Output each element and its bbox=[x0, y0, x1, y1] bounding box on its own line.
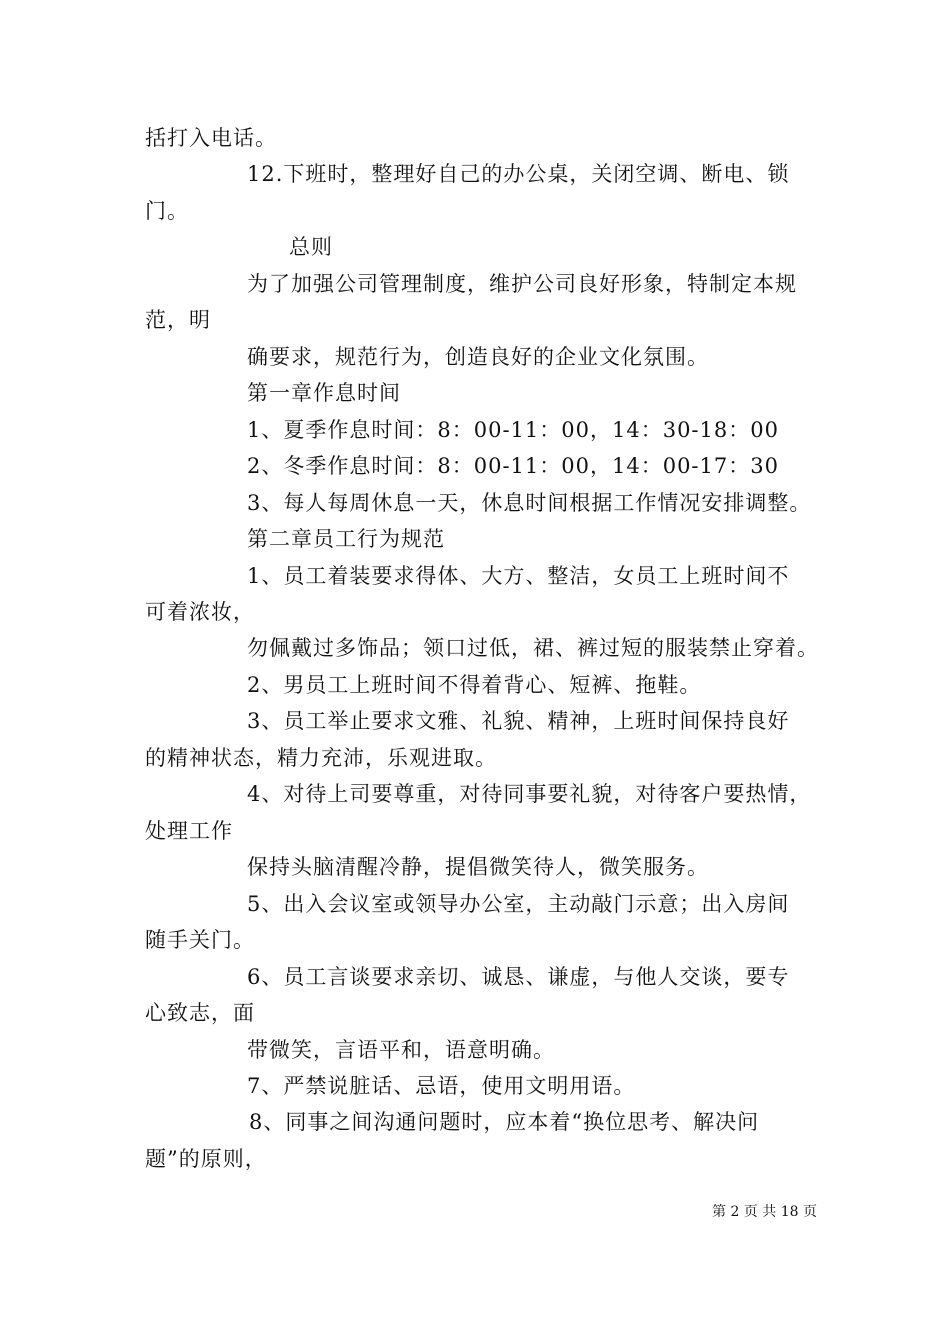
text-line: 随手关门。 bbox=[145, 928, 255, 952]
text-line: 12.下班时，整理好自己的办公桌，关闭空调、断电、锁 bbox=[247, 162, 790, 186]
text-line: 的精神状态，精力充沛，乐观进取。 bbox=[145, 746, 497, 770]
text-line: 6、员工言谈要求亲切、诚恳、谦虚，与他人交谈，要专 bbox=[247, 965, 790, 989]
text-line: 3、每人每周休息一天，休息时间根据工作情况安排调整。 bbox=[247, 491, 812, 515]
text-line: 2、冬季作息时间：8：00-11：00，14：00-17：30 bbox=[247, 454, 779, 478]
chapter-heading: 第二章员工行为规范 bbox=[247, 527, 445, 551]
text-line: 为了加强公司管理制度，维护公司良好形象，特制定本规 bbox=[247, 272, 797, 296]
text-line: 5、出入会议室或领导办公室，主动敲门示意；出入房间 bbox=[247, 892, 790, 916]
text-line: 4、对待上司要尊重，对待同事要礼貌，对待客户要热情， bbox=[247, 782, 812, 806]
section-heading: 总则 bbox=[289, 235, 333, 259]
text-line: 保持头脑清醒冷静，提倡微笑待人，微笑服务。 bbox=[247, 855, 709, 879]
text-line: 门。 bbox=[145, 199, 189, 223]
text-line: 3、员工举止要求文雅、礼貌、精神，上班时间保持良好 bbox=[247, 709, 790, 733]
text-line: 处理工作 bbox=[145, 819, 233, 843]
text-line: 7、严禁说脏话、忌语，使用文明用语。 bbox=[247, 1074, 636, 1098]
page-number: 第 2 页 共 18 页 bbox=[712, 1204, 817, 1220]
text-line: 1、夏季作息时间：8：00-11：00，14：30-18：00 bbox=[247, 418, 779, 442]
text-line: 确要求，规范行为，创造良好的企业文化氛围。 bbox=[247, 345, 709, 369]
text-line: 1、员工着装要求得体、大方、整洁，女员工上班时间不 bbox=[247, 564, 790, 588]
text-line: 勿佩戴过多饰品；领口过低，裙、裤过短的服装禁止穿着。 bbox=[247, 636, 819, 660]
chapter-heading: 第一章作息时间 bbox=[247, 381, 401, 405]
text-line: 2、男员工上班时间不得着背心、短裤、拖鞋。 bbox=[247, 673, 702, 697]
text-line: 心致志，面 bbox=[145, 1001, 255, 1025]
text-line: 范，明 bbox=[145, 308, 211, 332]
text-line: 括打入电话。 bbox=[145, 126, 277, 150]
text-line: 可着浓妆， bbox=[145, 600, 255, 624]
text-line: 带微笑，言语平和，语意明确。 bbox=[247, 1038, 555, 1062]
text-line: 8、同事之间沟通问题时，应本着“换位思考、解决问 bbox=[249, 1110, 760, 1134]
text-line: 题”的原则， bbox=[145, 1147, 267, 1171]
